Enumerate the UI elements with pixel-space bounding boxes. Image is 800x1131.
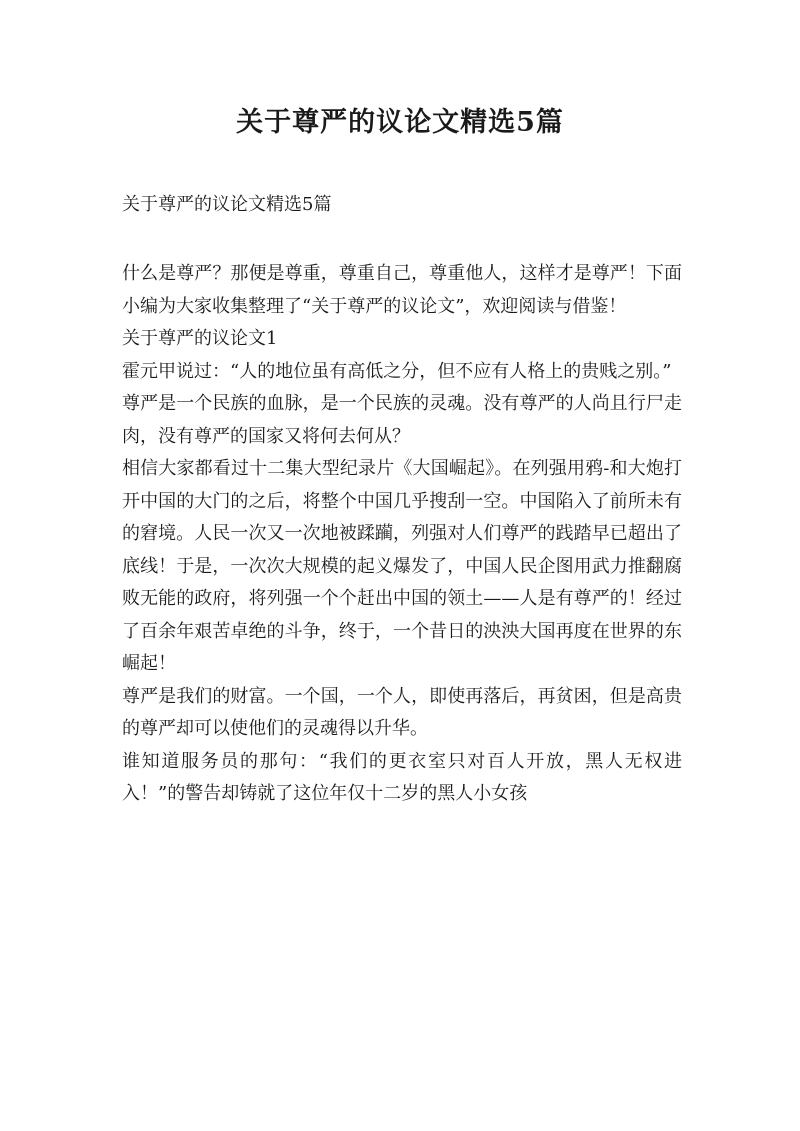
- document-subtitle: 关于尊严的议论文精选5篇: [122, 194, 332, 215]
- document-title: 关于尊严的议论文精选5篇: [236, 107, 564, 138]
- paragraph-intro: 什么是尊严？那便是尊重，尊重自己，尊重他人，这样才是尊严！下面小编为大家收集整理了“关于尊严的议论文”，欢迎阅读与借鉴！: [122, 263, 682, 317]
- paragraph-quote: 霍元甲说过：“人的地位虽有高低之分，但不应有人格上的贵贱之别。”: [122, 360, 672, 382]
- paragraph-nation: 尊严是一个民族的血脉，是一个民族的灵魂。没有尊严的人尚且行尸走肉，没有尊严的国家又将何去何从？: [122, 393, 682, 447]
- document-body: [122, 258, 682, 811]
- section-heading-1: 关于尊严的议论文1: [122, 328, 278, 349]
- paragraph-story: 谁知道服务员的那句：“我们的更衣室只对百人开放，黑人无权进入！”的警告却铸就了这位年仅十二岁的黑人小女孩: [122, 750, 682, 804]
- paragraph-history: 相信大家都看过十二集大型纪录片《大国崛起》。在列强用鸦-和大炮打开中国的大门的之后，将整个中国几乎搜刮一空。中国陷入了前所未有的窘境。人民一次又一次地被蹂躏，列强对人们尊严的践踏早已超出了底线！于是，一次次大规模的起义爆发了，中国人民企图用武力推翻腐败无能的政府，将列强一个个赶出中国的领土——人是有尊严的！经过了百余年艰苦卓绝的斗争，终于，一个昔日的泱泱大国再度在世界的东崛起！: [122, 458, 682, 674]
- paragraph-wealth: 尊严是我们的财富。一个国，一个人，即使再落后，再贫困，但是高贵的尊严却可以使他们的灵魂得以升华。: [122, 685, 682, 739]
